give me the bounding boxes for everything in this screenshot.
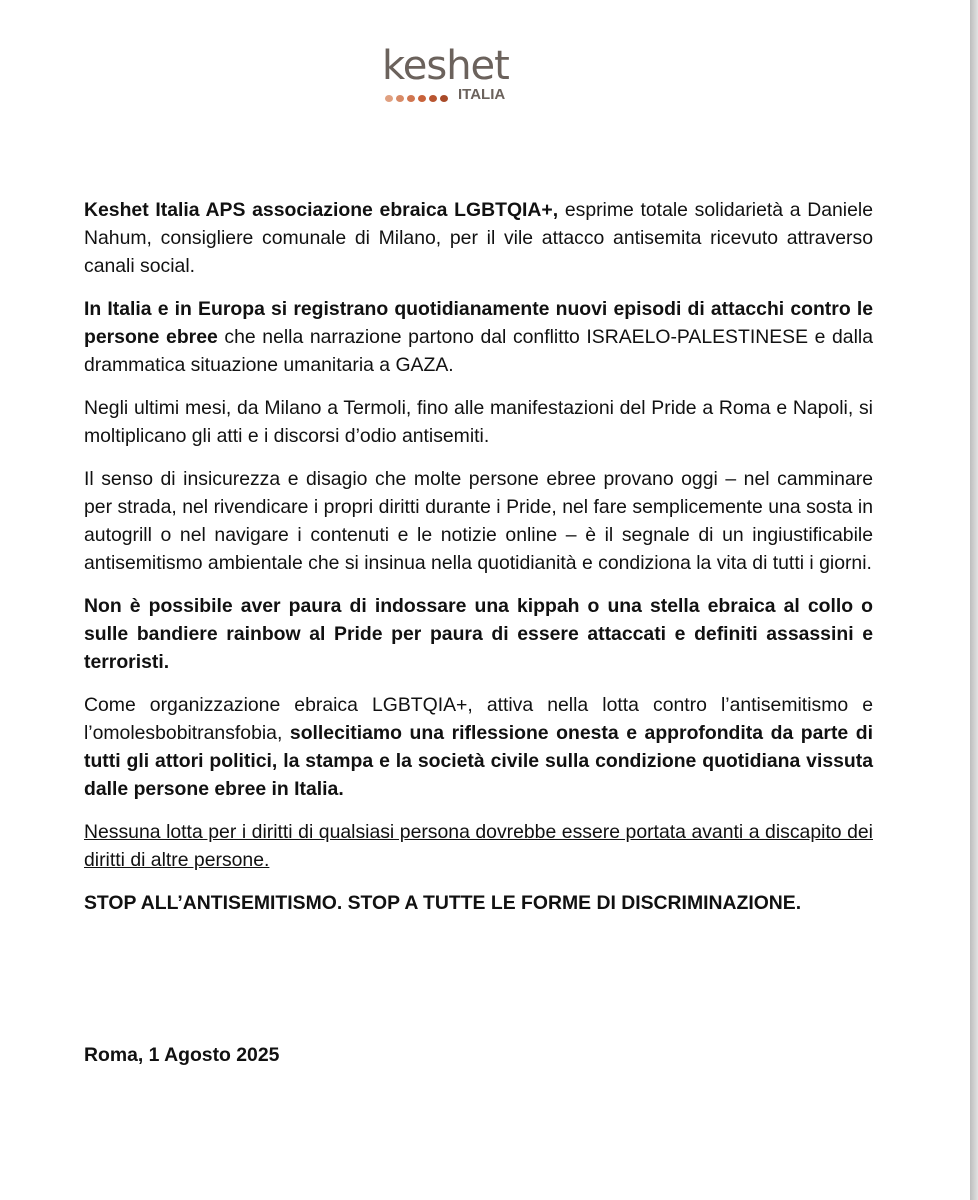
logo-dot (418, 95, 426, 102)
paragraph-solidarity-bold: Keshet Italia APS associazione ebraica LGBTQIA+, (84, 199, 559, 221)
logo-dot (440, 95, 448, 102)
paragraph-fear: Non è possibile aver paura di indossare una kippah o una stella ebraica al collo o sulle bandiere rainbow al Pride per paura di essere attaccati e definiti assassini e terroristi. (84, 595, 873, 673)
keshet-italia-logo (380, 43, 530, 106)
paragraph-organization (84, 691, 873, 803)
paragraph-stop: STOP ALL’ANTISEMITISMO. STOP A TUTTE LE FORME DI DISCRIMINAZIONE. (84, 892, 802, 914)
page-edge-shadow (970, 0, 978, 1200)
logo-dot (407, 95, 415, 102)
logo-dot (429, 95, 437, 102)
logo-dot (385, 95, 393, 102)
paragraph-organization-bold: sollecitiamo una riflessione onesta e approfondita da parte di tutti gli attori politici, la stampa e la società civile sulla condizione quotidiana vissuta dalle persone ebree in Italia. (84, 722, 874, 800)
paragraph-solidarity-text: esprime totale solidarietà a Daniele Nahum, consigliere comunale di Milano, per il vile attacco antisemita ricevuto attraverso canali social. (84, 199, 873, 277)
paragraph-insecurity: Il senso di insicurezza e disagio che molte persone ebree provano oggi – nel camminare per strada, nel rivendicare i propri diritti durante i Pride, nel fare semplicemente una sosta in autogrill o nel navigare i contenuti e le notizie online – è il segnale di un ingiustificabile antisemitismo ambientale che si insinua nella quotidianità e condiziona la vita di tutti i giorni. (84, 468, 873, 574)
logo-wordmark: keshet (382, 43, 509, 89)
letter-body (84, 196, 873, 932)
place-date: Roma, 1 Agosto 2025 (84, 1044, 280, 1066)
paragraph-rights: Nessuna lotta per i diritti di qualsiasi persona dovrebbe essere portata avanti a discapito dei diritti di altre persone. (84, 821, 873, 871)
paragraph-europe (84, 295, 873, 379)
paragraph-organization-lead: Come organizzazione ebraica LGBTQIA+, attiva nella lotta contro l’antisemitismo e l’omolesbobitransfobia, (84, 694, 873, 744)
logo-dot (396, 95, 404, 102)
paragraph-solidarity (84, 196, 873, 280)
paragraph-europe-text: che nella narrazione partono dal conflitto ISRAELO-PALESTINESE e dalla drammatica situazione umanitaria a GAZA. (84, 326, 873, 376)
paragraph-europe-bold: In Italia e in Europa si registrano quotidianamente nuovi episodi di attacchi contro le persone ebree (84, 298, 873, 348)
logo-subtitle: ITALIA (458, 86, 506, 103)
paragraph-recent-months: Negli ultimi mesi, da Milano a Termoli, fino alle manifestazioni del Pride a Roma e Napoli, si moltiplicano gli atti e i discorsi d’odio antisemiti. (84, 397, 873, 447)
logo-dots (385, 90, 451, 100)
